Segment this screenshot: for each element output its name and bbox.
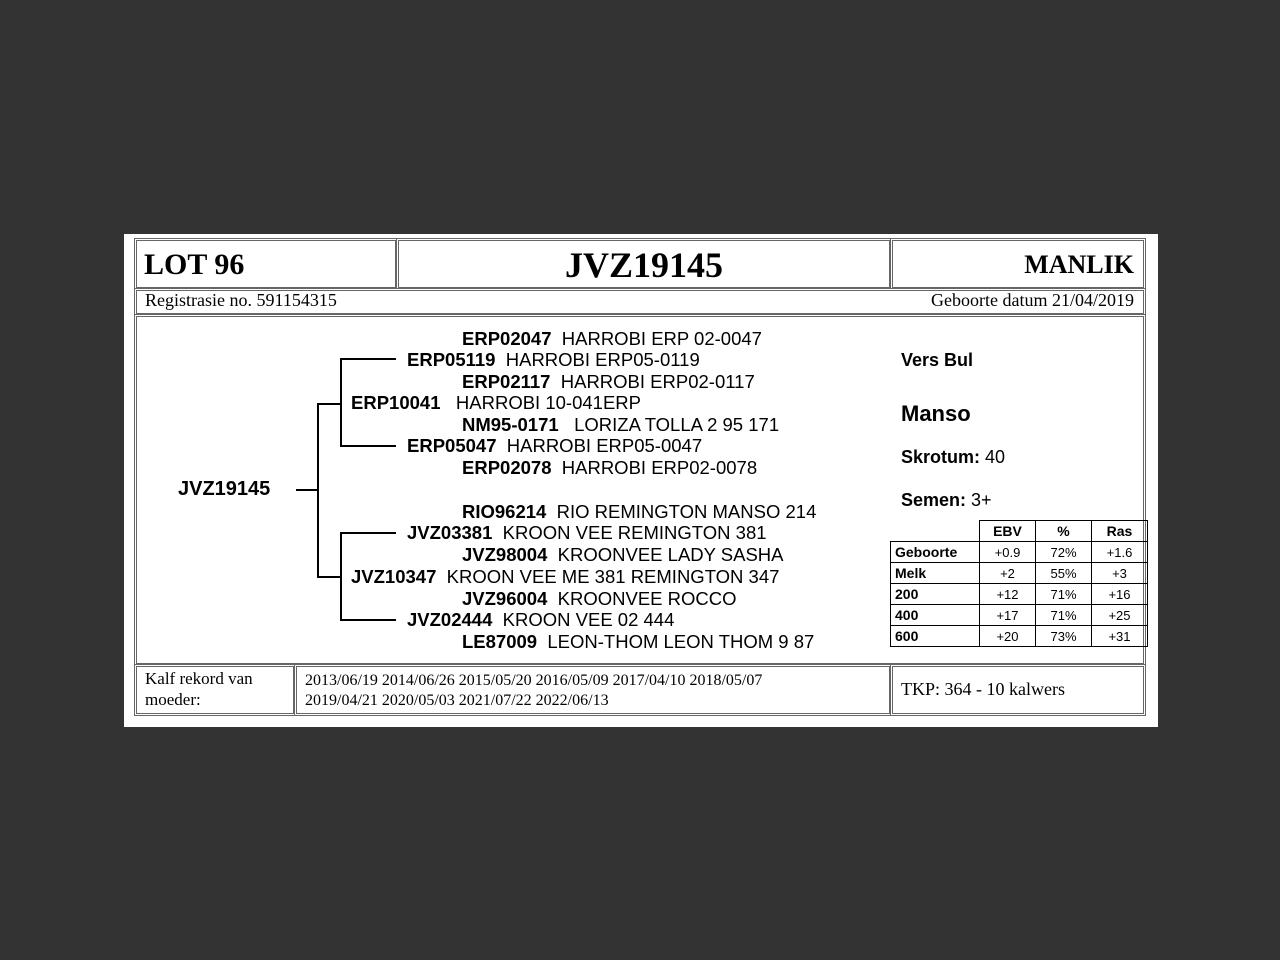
ebv-header: Ras (1092, 521, 1148, 542)
ebv-row-label: Melk (891, 563, 980, 584)
pedigree-subject: JVZ19145 (178, 478, 271, 500)
ebv-breed-avg: +25 (1092, 605, 1148, 626)
semen-info: Semen: 3+ (901, 490, 992, 510)
animal-type: Vers Bul (901, 350, 974, 370)
sire-bracket (340, 358, 342, 446)
ebv-breed-avg: +3 (1092, 563, 1148, 584)
ebv-header-blank (891, 521, 980, 542)
main-bracket (317, 403, 319, 578)
ebv-accuracy: 71% (1036, 605, 1092, 626)
pedigree-entry: JVZ98004 KROONVEE LADY SASHA (462, 544, 784, 565)
dam-bracket (340, 532, 342, 620)
ebv-accuracy: 71% (1036, 584, 1092, 605)
animal-name: Manso (901, 401, 971, 426)
pedigree-entry: RIO96214 RIO REMINGTON MANSO 214 (462, 501, 817, 522)
ebv-header: % (1036, 521, 1092, 542)
sex-label: MANLIK (1024, 250, 1134, 279)
subject-connector (296, 489, 318, 491)
pedigree-entry: ERP10041 HARROBI 10-041ERP (351, 392, 641, 413)
ebv-breed-avg: +31 (1092, 626, 1148, 647)
ebv-breed-avg: +1.6 (1092, 542, 1148, 563)
ebv-accuracy: 73% (1036, 626, 1092, 647)
pedigree-entry: JVZ02444 KROON VEE 02 444 (407, 609, 675, 630)
ebv-row (891, 542, 1148, 563)
pedigree-entry: ERP02117 HARROBI ERP02-0117 (462, 371, 755, 392)
registration-number: Registrasie no. 591154315 (145, 290, 337, 310)
ebv-accuracy: 72% (1036, 542, 1092, 563)
birth-date: Geboorte datum 21/04/2019 (931, 290, 1134, 310)
ebv-row (891, 626, 1148, 647)
sire-connector (317, 403, 341, 405)
pedigree-entry: JVZ10347 KROON VEE ME 381 REMINGTON 347 (351, 566, 780, 587)
ebv-row-label: 200 (891, 584, 980, 605)
dam-gd-connector (340, 619, 396, 621)
pedigree-entry: NM95-0171 LORIZA TOLLA 2 95 171 (462, 414, 780, 435)
ebv-row-label: Geboorte (891, 542, 980, 563)
pedigree-entry: JVZ96004 KROONVEE ROCCO (462, 588, 737, 609)
pedigree-entry: ERP02047 HARROBI ERP 02-0047 (462, 328, 762, 349)
ebv-row (891, 605, 1148, 626)
ebv-value: +17 (980, 605, 1036, 626)
calf-record-dates: 2013/06/19 2014/06/26 2015/05/20 2016/05/09 2017/04/10 2018/05/07 2019/04/21 2020/05/03 2021/07/22 2022/06/13 (305, 672, 763, 709)
tkp-summary: TKP: 364 - 10 kalwers (901, 679, 1065, 699)
ebv-value: +2 (980, 563, 1036, 584)
lot-card (124, 234, 1158, 727)
pedigree-entry: ERP02078 HARROBI ERP02-0078 (462, 457, 758, 478)
ebv-row-label: 400 (891, 605, 980, 626)
ebv-breed-avg: +16 (1092, 584, 1148, 605)
sire-gd-connector (340, 445, 396, 447)
lot-number: LOT 96 (144, 248, 245, 281)
sire-gs-connector (340, 358, 396, 360)
ebv-table (890, 520, 1148, 647)
pedigree-entry: ERP05119 HARROBI ERP05-0119 (407, 349, 700, 370)
ebv-header: EBV (980, 521, 1036, 542)
pedigree-entry: JVZ03381 KROON VEE REMINGTON 381 (407, 522, 767, 543)
ebv-row (891, 563, 1148, 584)
dam-connector (317, 576, 341, 578)
ebv-value: +0.9 (980, 542, 1036, 563)
pedigree-entry: LE87009 LEON-THOM LEON THOM 9 87 (462, 631, 815, 652)
ebv-row-label: 600 (891, 626, 980, 647)
ebv-accuracy: 55% (1036, 563, 1092, 584)
ebv-value: +12 (980, 584, 1036, 605)
pedigree-entry: ERP05047 HARROBI ERP05-0047 (407, 435, 703, 456)
calf-record-label: Kalf rekord van moeder: (145, 669, 253, 709)
ebv-header-row (891, 521, 1148, 542)
ebv-value: +20 (980, 626, 1036, 647)
scrotum-info: Skrotum: 40 (901, 447, 1006, 467)
dam-gs-connector (340, 532, 396, 534)
animal-id-title: JVZ19145 (564, 245, 723, 285)
ebv-row (891, 584, 1148, 605)
